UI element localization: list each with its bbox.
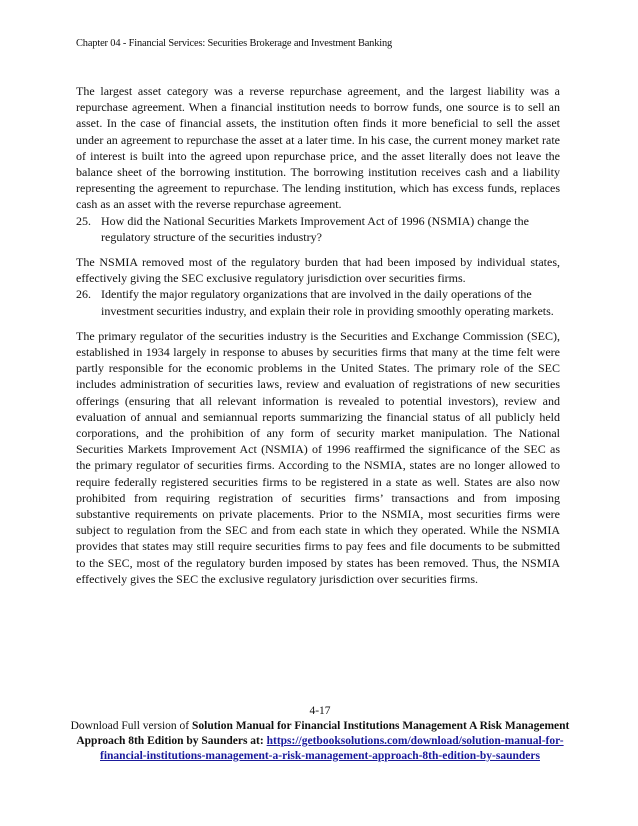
question-26 — [76, 286, 560, 318]
chapter-header: Chapter 04 - Financial Services: Securities Brokerage and Investment Banking — [76, 38, 393, 49]
solution-manual-title: Solution Manual for Financial Institutions Management A Risk Management Approach 8th Edition by Saunders at: — [76, 720, 570, 747]
page-footer — [60, 704, 580, 764]
question-text: Identify the major regulatory organizations that are involved in the daily operations of the investment securities industry, and explain their role in providing smoothly operating markets. — [101, 287, 554, 318]
question-25 — [76, 213, 560, 245]
answer-26: The primary regulator of the securities industry is the Securities and Exchange Commission (SEC), established in 1934 largely in response to abuses by securities firms that many at the time felt were partly responsible for the economic problems in the United States. The primary role of the SEC includes administration of securities laws, review and evaluation of registrations of new securities offerings (ensuring that all relevant information is revealed to potential investors), review and evaluation of annual and semiannual reports summarizing the financial status of all publicly held corporations, and the prohibition of any form of security market manipulation. The National Securities Markets Improvement Act (NSMIA) of 1996 reaffirmed the significance of the SEC as the primary regulator of securities firms. According to the NSMIA, states are no longer allowed to require federally registered securities firms to be registered in a state as well. States are also now prohibited from requiring registration of securities firms’ transactions and from imposing substantive requirements on private placements. Prior to the NSMIA, most securities firms were subject to regulation from the SEC and from each state in which they operated. While the NSMIA provides that states may still require securities firms to pay fees and file documents to be submitted to the SEC, most of the regulatory burden imposed by states has been removed. Thus, the NSMIA effectively gives the SEC the exclusive regulatory jurisdiction over securities firms. — [76, 328, 560, 586]
download-link[interactable]: https://getbooksolutions.com/download/solution-manual-for-financial-institutions-management-a-risk-management-approach-8th-edition-by-saunders — [100, 735, 564, 762]
answer-25: The NSMIA removed most of the regulatory burden that had been imposed by individual states, effectively giving the SEC exclusive regulatory jurisdiction over securities firms. — [76, 255, 560, 286]
question-number: 25. — [76, 213, 91, 228]
paragraph-repurchase: The largest asset category was a reverse repurchase agreement, and the largest liability was a repurchase agreement. When a financial institution needs to borrow funds, one source is to sell an asset. In the case of financial assets, the institution often finds it more beneficial to sell the asset under an agreement to repurchase the asset at a later time. In his case, the current money market rate of interest is built into the agreed upon repurchase price, and the asset literally does not leave the balance sheet of the borrowing institution. The borrowing institution receives cash and a liability representing the agreement to repurchase. The lending institution, which has excess funds, replaces cash as an asset with the reverse repurchase agreement. — [76, 84, 560, 212]
download-prefix: Download Full version of — [70, 720, 192, 732]
question-number: 26. — [76, 287, 91, 302]
document-body — [76, 83, 560, 587]
question-text: How did the National Securities Markets Improvement Act of 1996 (NSMIA) change the regulatory structure of the securities industry? — [101, 213, 529, 244]
page-number: 4-17 — [309, 705, 331, 717]
